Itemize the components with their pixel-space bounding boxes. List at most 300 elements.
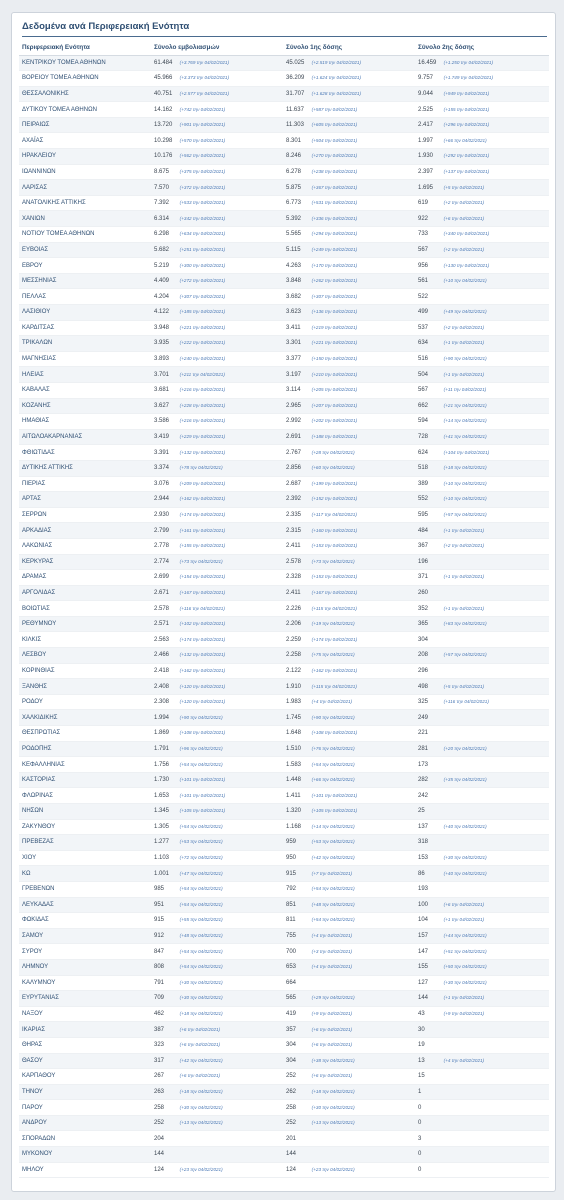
total-cell: [151, 1053, 283, 1069]
daily-change: (+76 την 04/02/2021): [311, 745, 355, 751]
count-value: 5.682: [154, 246, 170, 253]
dose2-cell: [415, 117, 549, 133]
dose2-cell: [415, 648, 549, 664]
dose1-cell: [283, 601, 415, 617]
dose1-cell: [283, 336, 415, 352]
daily-change: (+101 την 04/02/2021): [311, 792, 358, 798]
dose2-cell: [415, 913, 549, 929]
count-value: 2.226: [286, 605, 302, 612]
total-cell: [151, 570, 283, 586]
total-cell: [151, 694, 283, 710]
region-cell: ΠΑΡΟΥ: [19, 1100, 151, 1116]
daily-change: (+29 την 04/02/2021): [311, 995, 355, 1001]
region-cell: ΛΕΥΚΑΔΑΣ: [19, 897, 151, 913]
count-value: 755: [286, 933, 297, 940]
count-value: 3.627: [154, 402, 170, 409]
region-cell: ΑΡΤΑΣ: [19, 492, 151, 508]
daily-change: (+44 την 04/02/2021): [443, 933, 487, 939]
total-cell: [151, 133, 283, 149]
dose2-cell: [415, 351, 549, 367]
daily-change: (+222 την 04/02/2021): [179, 340, 226, 346]
count-value: 1.305: [154, 823, 170, 830]
daily-change: (+9 την 04/02/2021): [311, 1011, 353, 1017]
dose2-cell: [415, 133, 549, 149]
table-row: [19, 492, 549, 508]
daily-change: (+75 την 04/02/2021): [311, 652, 355, 658]
column-header-dose2[interactable]: Σύνολο 2ης δόσης: [415, 40, 549, 55]
daily-change: (+48 την 04/02/2021): [311, 901, 355, 907]
daily-change: (+101 την 04/02/2021): [179, 777, 226, 783]
dose2-cell: [415, 757, 549, 773]
count-value: 462: [154, 1011, 165, 1018]
count-value: 1.997: [418, 137, 434, 144]
dose2-cell: [415, 523, 549, 539]
count-value: 499: [418, 309, 429, 316]
region-cell: ΠΙΕΡΙΑΣ: [19, 476, 151, 492]
daily-change: (+30 την 04/02/2021): [311, 1104, 355, 1110]
table-header: [19, 40, 549, 55]
daily-change: (+1.628 την 04/02/2021): [311, 90, 362, 96]
daily-change: (+154 την 04/02/2021): [179, 574, 226, 580]
dose2-cell: [415, 367, 549, 383]
count-value: 950: [286, 855, 297, 862]
dose2-cell: [415, 1147, 549, 1163]
daily-change: (+115 την 04/02/2021): [311, 605, 357, 611]
daily-change: (+41 την 04/02/2021): [443, 434, 487, 440]
daily-change: (+5 την 04/02/2021): [443, 683, 485, 689]
count-value: 1.930: [418, 153, 434, 160]
region-cell: ΕΥΒΟΙΑΣ: [19, 242, 151, 258]
region-cell: ΑΝΔΡΟΥ: [19, 1115, 151, 1131]
total-cell: [151, 382, 283, 398]
dose2-cell: [415, 1037, 549, 1053]
count-value: 124: [286, 1166, 297, 1173]
table-row: [19, 616, 549, 632]
dose1-cell: [283, 523, 415, 539]
count-value: 733: [418, 231, 429, 238]
daily-change: (+90 την 04/02/2021): [311, 714, 355, 720]
count-value: 263: [154, 1088, 165, 1095]
panel-title: Δεδομένα ανά Περιφερειακή Ενότητα: [22, 21, 190, 32]
count-value: 951: [154, 901, 165, 908]
daily-change: (+49 την 04/02/2021): [443, 309, 487, 315]
region-cell: ΤΡΙΚΑΛΩΝ: [19, 336, 151, 352]
region-cell: ΦΘΙΩΤΙΔΑΣ: [19, 445, 151, 461]
count-value: 11.637: [286, 106, 304, 113]
dose1-cell: [283, 1147, 415, 1163]
dose2-cell: [415, 102, 549, 118]
daily-change: (+117 την 04/02/2021): [311, 512, 357, 518]
count-value: 985: [154, 886, 165, 893]
total-cell: [151, 55, 283, 71]
dose2-cell: [415, 928, 549, 944]
daily-change: (+115 την 04/02/2021): [311, 683, 357, 689]
table-row: [19, 507, 549, 523]
daily-change: (+216 την 04/02/2021): [179, 418, 226, 424]
dose1-cell: [283, 1069, 415, 1085]
dose1-cell: [283, 133, 415, 149]
count-value: 157: [418, 933, 429, 940]
daily-change: (+155 την 04/02/2021): [443, 106, 490, 112]
total-cell: [151, 928, 283, 944]
count-value: 2.259: [286, 636, 302, 643]
column-header-region[interactable]: Περιφερειακή Ενότητα: [19, 40, 151, 55]
daily-change: (+23 την 04/02/2021): [179, 1166, 223, 1172]
table-row: [19, 1037, 549, 1053]
daily-change: (+38 την 04/02/2021): [311, 1057, 355, 1063]
daily-change: (+174 την 04/02/2021): [179, 512, 226, 518]
dose1-cell: [283, 1084, 415, 1100]
count-value: 2.774: [154, 558, 170, 565]
count-value: 0: [418, 1166, 422, 1173]
table-row: [19, 554, 549, 570]
table-row: [19, 959, 549, 975]
dose1-cell: [283, 71, 415, 87]
dose1-cell: [283, 227, 415, 243]
region-cell: ΑΧΑΪΑΣ: [19, 133, 151, 149]
table-row: [19, 336, 549, 352]
dose1-cell: [283, 554, 415, 570]
daily-change: (+202 την 04/02/2021): [311, 418, 358, 424]
region-cell: ΚΕΡΚΥΡΑΣ: [19, 554, 151, 570]
daily-change: (+634 την 04/02/2021): [179, 231, 226, 237]
count-value: 208: [418, 652, 429, 659]
count-value: 61.484: [154, 59, 173, 66]
daily-change: (+562 την 04/02/2021): [179, 153, 226, 159]
daily-change: (+292 την 04/02/2021): [443, 153, 490, 159]
total-cell: [151, 1147, 283, 1163]
dose1-cell: [283, 788, 415, 804]
count-value: 252: [286, 1073, 297, 1080]
daily-change: (+367 την 04/02/2021): [311, 184, 358, 190]
region-cell: ΛΗΜΝΟΥ: [19, 959, 151, 975]
region-cell: ΚΑΡΠΑΘΟΥ: [19, 1069, 151, 1085]
daily-change: (+296 την 04/02/2021): [443, 122, 490, 128]
count-value: 1.510: [286, 745, 302, 752]
region-cell: ΦΩΚΙΔΑΣ: [19, 913, 151, 929]
count-value: 5.115: [286, 246, 301, 253]
dose1-cell: [283, 881, 415, 897]
daily-change: (+901 την 04/02/2021): [179, 122, 226, 128]
dose2-cell: [415, 149, 549, 165]
dose2-cell: [415, 616, 549, 632]
count-value: 634: [418, 340, 429, 347]
total-cell: [151, 975, 283, 991]
region-cell: ΚΙΛΚΙΣ: [19, 632, 151, 648]
dose1-cell: [283, 1006, 415, 1022]
table-row: [19, 429, 549, 445]
dose2-cell: [415, 180, 549, 196]
table-row: [19, 86, 549, 102]
header-row: [19, 40, 549, 55]
dose1-cell: [283, 289, 415, 305]
dose1-cell: [283, 382, 415, 398]
region-cell: ΜΥΚΟΝΟΥ: [19, 1147, 151, 1163]
daily-change: (+1 την 04/02/2021): [443, 995, 485, 1001]
region-cell: ΑΝΑΤΟΛΙΚΗΣ ΑΤΤΙΚΗΣ: [19, 195, 151, 211]
daily-change: (+1.624 την 04/02/2021): [311, 75, 362, 81]
daily-change: (+238 την 04/02/2021): [311, 168, 358, 174]
total-cell: [151, 367, 283, 383]
regional-data-panel: [11, 12, 556, 1192]
count-value: 14.162: [154, 106, 173, 113]
count-value: 304: [286, 1057, 297, 1064]
dose1-cell: [283, 367, 415, 383]
region-cell: ΜΕΣΣΗΝΙΑΣ: [19, 273, 151, 289]
count-value: 2.122: [286, 667, 302, 674]
daily-change: (+2 την 04/02/2021): [443, 543, 485, 549]
count-value: 2.767: [286, 449, 302, 456]
dose1-cell: [283, 398, 415, 414]
daily-change: (+6 την 04/02/2021): [179, 1073, 221, 1079]
region-cell: ΗΡΑΚΛΕΙΟΥ: [19, 149, 151, 165]
total-cell: [151, 850, 283, 866]
dose2-cell: [415, 242, 549, 258]
count-value: 2.418: [154, 667, 170, 674]
dose1-cell: [283, 959, 415, 975]
region-cell: ΚΑΣΤΟΡΙΑΣ: [19, 772, 151, 788]
total-cell: [151, 913, 283, 929]
total-cell: [151, 351, 283, 367]
dose1-cell: [283, 211, 415, 227]
count-value: 664: [286, 979, 297, 986]
count-value: 86: [418, 870, 425, 877]
count-value: 252: [154, 1120, 165, 1127]
count-value: 25: [418, 808, 425, 815]
count-value: 36.209: [286, 75, 305, 82]
daily-change: (+533 την 04/02/2021): [179, 200, 226, 206]
count-value: 1.648: [286, 730, 302, 737]
daily-change: (+199 την 04/02/2021): [311, 480, 358, 486]
daily-change: (+6 την 04/02/2021): [443, 901, 485, 907]
count-value: 728: [418, 434, 429, 441]
dose1-cell: [283, 102, 415, 118]
daily-change: (+104 την 04/02/2021): [443, 449, 490, 455]
daily-change: (+10 την 04/02/2021): [443, 480, 487, 486]
table-row: [19, 1131, 549, 1147]
dose2-cell: [415, 679, 549, 695]
total-cell: [151, 679, 283, 695]
count-value: 522: [418, 293, 429, 300]
daily-change: (+21 την 04/02/2021): [443, 402, 487, 408]
table-row: [19, 835, 549, 851]
region-cell: ΕΥΡΥΤΑΝΙΑΣ: [19, 991, 151, 1007]
count-value: 0: [418, 1104, 422, 1111]
count-value: 1.411: [286, 792, 301, 799]
daily-change: (+2.519 την 04/02/2021): [311, 59, 362, 65]
daily-change: (+1 την 04/02/2021): [443, 917, 485, 923]
daily-change: (+54 την 04/02/2021): [311, 761, 355, 767]
daily-change: (+1 την 04/02/2021): [443, 340, 485, 346]
dose2-cell: [415, 570, 549, 586]
count-value: 1.583: [286, 761, 302, 768]
table-row: [19, 1147, 549, 1163]
daily-change: (+251 την 04/02/2021): [179, 246, 226, 252]
table-row: [19, 320, 549, 336]
dose1-cell: [283, 975, 415, 991]
dose1-cell: [283, 710, 415, 726]
table-row: [19, 1022, 549, 1038]
dose2-cell: [415, 959, 549, 975]
dose2-cell: [415, 1022, 549, 1038]
table-row: [19, 445, 549, 461]
count-value: 561: [418, 278, 429, 285]
count-value: 595: [418, 512, 429, 519]
count-value: 2.778: [154, 543, 170, 550]
count-value: 1.745: [286, 714, 302, 721]
dose2-cell: [415, 897, 549, 913]
region-cell: ΚΟΡΙΝΘΙΑΣ: [19, 663, 151, 679]
count-value: 1.910: [286, 683, 302, 690]
table-row: [19, 632, 549, 648]
column-header-total[interactable]: Σύνολο εμβολιασμών: [151, 40, 283, 55]
dose2-cell: [415, 1100, 549, 1116]
daily-change: (+6 την 04/02/2021): [311, 1042, 353, 1048]
dose1-cell: [283, 991, 415, 1007]
region-cell: ΖΑΚΥΝΘΟΥ: [19, 819, 151, 835]
count-value: 3.948: [154, 324, 170, 331]
dose2-cell: [415, 445, 549, 461]
region-cell: ΘΗΡΑΣ: [19, 1037, 151, 1053]
count-value: 709: [154, 995, 165, 1002]
count-value: 4.409: [154, 278, 170, 285]
dose1-cell: [283, 1037, 415, 1053]
daily-change: (+155 την 04/02/2021): [179, 543, 226, 549]
count-value: 2.328: [286, 574, 302, 581]
dose1-cell: [283, 726, 415, 742]
count-value: 792: [286, 886, 297, 893]
daily-change: (+73 την 04/02/2021): [179, 558, 223, 564]
total-cell: [151, 507, 283, 523]
daily-change: (+136 την 04/02/2021): [311, 309, 358, 315]
daily-change: (+170 την 04/02/2021): [311, 262, 358, 268]
dose1-cell: [283, 1100, 415, 1116]
daily-change: (+54 την 04/02/2021): [179, 761, 223, 767]
region-cell: ΦΛΩΡΙΝΑΣ: [19, 788, 151, 804]
count-value: 5.392: [286, 215, 302, 222]
count-value: 147: [418, 948, 429, 955]
daily-change: (+40 την 04/02/2021): [443, 870, 487, 876]
daily-change: (+185 την 04/02/2021): [179, 309, 226, 315]
count-value: 193: [418, 886, 429, 893]
daily-change: (+742 την 04/02/2021): [179, 106, 226, 112]
count-value: 2.944: [154, 496, 170, 503]
daily-change: (+2.577 την 04/02/2021): [179, 90, 230, 96]
region-cell: ΚΩ: [19, 866, 151, 882]
total-cell: [151, 273, 283, 289]
dose2-cell: [415, 554, 549, 570]
daily-change: (+14 την 04/02/2021): [443, 418, 487, 424]
daily-change: (+5 την 04/02/2021): [443, 184, 485, 190]
dose2-cell: [415, 273, 549, 289]
dose2-cell: [415, 788, 549, 804]
count-value: 2.308: [154, 699, 170, 706]
daily-change: (+48 την 04/02/2021): [179, 933, 223, 939]
daily-change: (+10 την 04/02/2021): [443, 278, 487, 284]
table-row: [19, 772, 549, 788]
table-row: [19, 382, 549, 398]
count-value: 3.377: [286, 356, 302, 363]
count-value: 267: [154, 1073, 165, 1080]
count-value: 104: [418, 917, 429, 924]
daily-change: (+57 την 04/02/2021): [443, 652, 487, 658]
dose2-cell: [415, 881, 549, 897]
dose1-cell: [283, 149, 415, 165]
table-row: [19, 648, 549, 664]
dose2-cell: [415, 1131, 549, 1147]
daily-change: (+162 την 04/02/2021): [179, 496, 226, 502]
total-cell: [151, 492, 283, 508]
count-value: 3.893: [154, 356, 170, 363]
dose2-cell: [415, 819, 549, 835]
count-value: 3.682: [286, 293, 302, 300]
count-value: 45.025: [286, 59, 305, 66]
count-value: 0: [418, 1120, 422, 1127]
count-value: 204: [154, 1135, 165, 1142]
daily-change: (+28 την 04/02/2021): [311, 449, 355, 455]
daily-change: (+160 την 04/02/2021): [311, 527, 358, 533]
count-value: 100: [418, 901, 429, 908]
daily-change: (+375 την 04/02/2021): [179, 168, 226, 174]
total-cell: [151, 601, 283, 617]
region-cell: ΛΑΣΙΘΙΟΥ: [19, 305, 151, 321]
table-row: [19, 211, 549, 227]
table-row: [19, 523, 549, 539]
table-row: [19, 227, 549, 243]
count-value: 1.695: [418, 184, 434, 191]
count-value: 565: [286, 995, 297, 1002]
region-cell: ΚΑΡΔΙΤΣΑΣ: [19, 320, 151, 336]
table-row: [19, 133, 549, 149]
column-header-dose1[interactable]: Σύνολο 1ης δόσης: [283, 40, 415, 55]
region-cell: ΡΟΔΟΠΗΣ: [19, 741, 151, 757]
dose2-cell: [415, 460, 549, 476]
total-cell: [151, 866, 283, 882]
count-value: 242: [418, 792, 429, 799]
table-row: [19, 679, 549, 695]
dose2-cell: [415, 336, 549, 352]
region-cell: ΠΕΙΡΑΙΩΣ: [19, 117, 151, 133]
daily-change: (+9 την 04/02/2021): [443, 1011, 485, 1017]
daily-change: (+54 την 04/02/2021): [179, 901, 223, 907]
total-cell: [151, 289, 283, 305]
region-cell: ΠΕΛΛΑΣ: [19, 289, 151, 305]
count-value: 504: [418, 371, 429, 378]
region-cell: ΔΡΑΜΑΣ: [19, 570, 151, 586]
count-value: 567: [418, 387, 429, 394]
dose1-cell: [283, 772, 415, 788]
region-cell: ΡΕΘΥΜΝΟΥ: [19, 616, 151, 632]
count-value: 2.408: [154, 683, 170, 690]
total-cell: [151, 663, 283, 679]
count-value: 3.848: [286, 278, 302, 285]
table-row: [19, 398, 549, 414]
table-body: [19, 55, 549, 1178]
total-cell: [151, 788, 283, 804]
daily-change: (+4 την 04/02/2021): [311, 933, 353, 939]
count-value: 3.114: [286, 387, 301, 394]
count-value: 484: [418, 527, 429, 534]
count-value: 3.197: [286, 371, 302, 378]
dose2-cell: [415, 975, 549, 991]
count-value: 221: [418, 730, 429, 737]
total-cell: [151, 258, 283, 274]
count-value: 249: [418, 714, 429, 721]
dose1-cell: [283, 585, 415, 601]
daily-change: (+53 την 04/02/2021): [311, 839, 355, 845]
region-cell: ΧΑΛΚΙΔΙΚΗΣ: [19, 710, 151, 726]
daily-change: (+188 την 04/02/2021): [311, 434, 358, 440]
